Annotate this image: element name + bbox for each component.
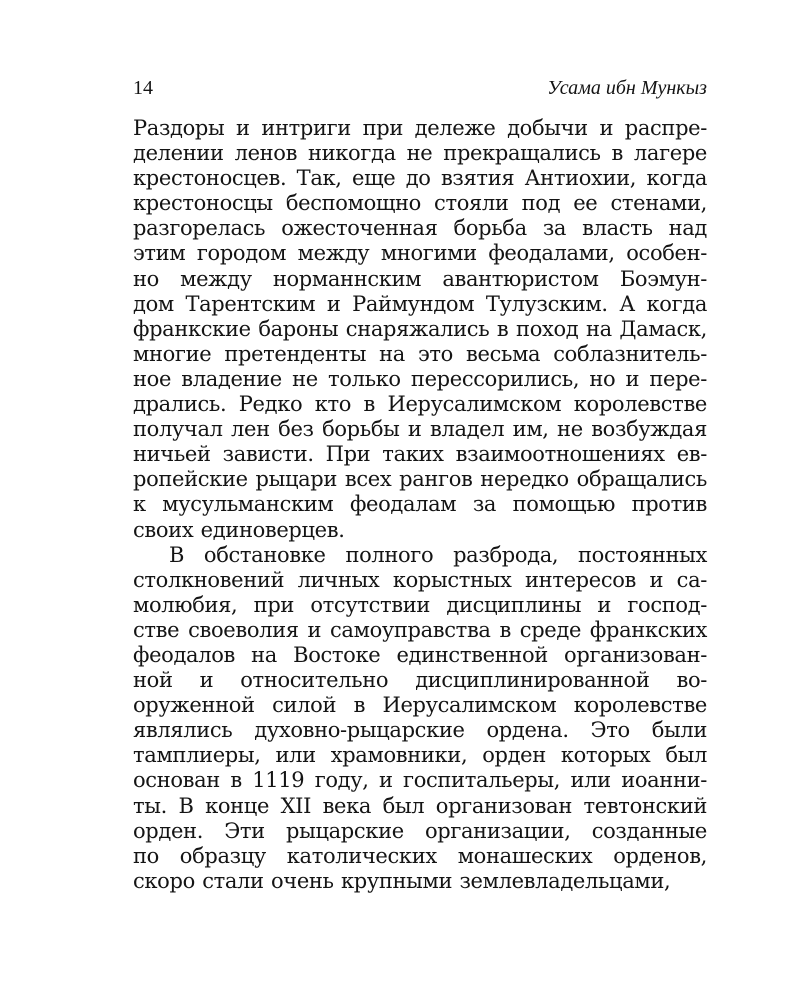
page-number: 14: [133, 77, 153, 99]
text-line: ничьей зависти. При таких взаимоотношениях ев-: [133, 442, 707, 467]
text-line: являлись духовно-рыцарские ордена. Это были: [133, 718, 707, 743]
text-line: крестоносцев. Так, еще до взятия Антиохии, когда: [133, 166, 707, 191]
text-line: получал лен без борьбы и владел им, не возбуждая: [133, 417, 707, 442]
text-line: этим городом между многими феодалами, особен-: [133, 241, 707, 266]
text-line: ты. В конце XII века был организован тевтонский: [133, 793, 707, 818]
text-line: основан в 1119 году, и госпитальеры, или иоанни-: [133, 768, 707, 793]
text-line: Раздоры и интриги при дележе добычи и распре-: [133, 116, 707, 140]
text-line: своих единоверцев.: [133, 517, 345, 542]
text-line: скоро стали очень крупными землевладельцами,: [133, 868, 671, 893]
text-line: ной и относительно дисциплинированной во-: [133, 668, 707, 693]
text-line: разгорелась ожесточенная борьба за власть над: [133, 216, 707, 241]
text-line: но между норманнским авантюристом Боэмун-: [133, 266, 707, 291]
paragraph: [133, 543, 707, 894]
text-line: многие претенденты на это весьма соблазнитель-: [133, 341, 707, 366]
text-line: стве своеволия и самоуправства в среде франкских: [133, 617, 707, 642]
body-text: [133, 116, 707, 894]
running-head: [133, 74, 707, 102]
text-line: столкновений личных корыстных интересов и са-: [133, 567, 707, 592]
running-title: Усама ибн Мункыз: [547, 77, 707, 99]
text-line: делении ленов никогда не прекращались в лагере: [133, 141, 707, 166]
text-line: орден. Эти рыцарские организации, созданные: [133, 818, 707, 843]
text-line: к мусульманским феодалам за помощью против: [133, 492, 707, 517]
paragraph: [133, 116, 707, 543]
text-line: дрались. Редко кто в Иерусалимском королевстве: [133, 392, 707, 417]
text-line: дом Тарентским и Раймундом Тулузским. А когда: [133, 291, 707, 316]
text-line: франкские бароны снаряжались в поход на Дамаск,: [133, 316, 707, 341]
text-line: ропейские рыцари всех рангов нередко обращались: [133, 467, 707, 492]
text-line: феодалов на Востоке единственной организован-: [133, 642, 707, 667]
text-line: по образцу католических монашеских орденов,: [133, 843, 707, 868]
text-line: В обстановке полного разброда, постоянных: [169, 542, 707, 567]
text-line: крестоносцы беспомощно стояли под ее стенами,: [133, 191, 707, 216]
text-line: ное владение не только перессорились, но и пере-: [133, 366, 707, 391]
text-line: молюбия, при отсутствии дисциплины и господ-: [133, 592, 707, 617]
text-line: тамплиеры, или храмовники, орден которых был: [133, 743, 707, 768]
text-line: оруженной силой в Иерусалимском королевстве: [133, 693, 707, 718]
